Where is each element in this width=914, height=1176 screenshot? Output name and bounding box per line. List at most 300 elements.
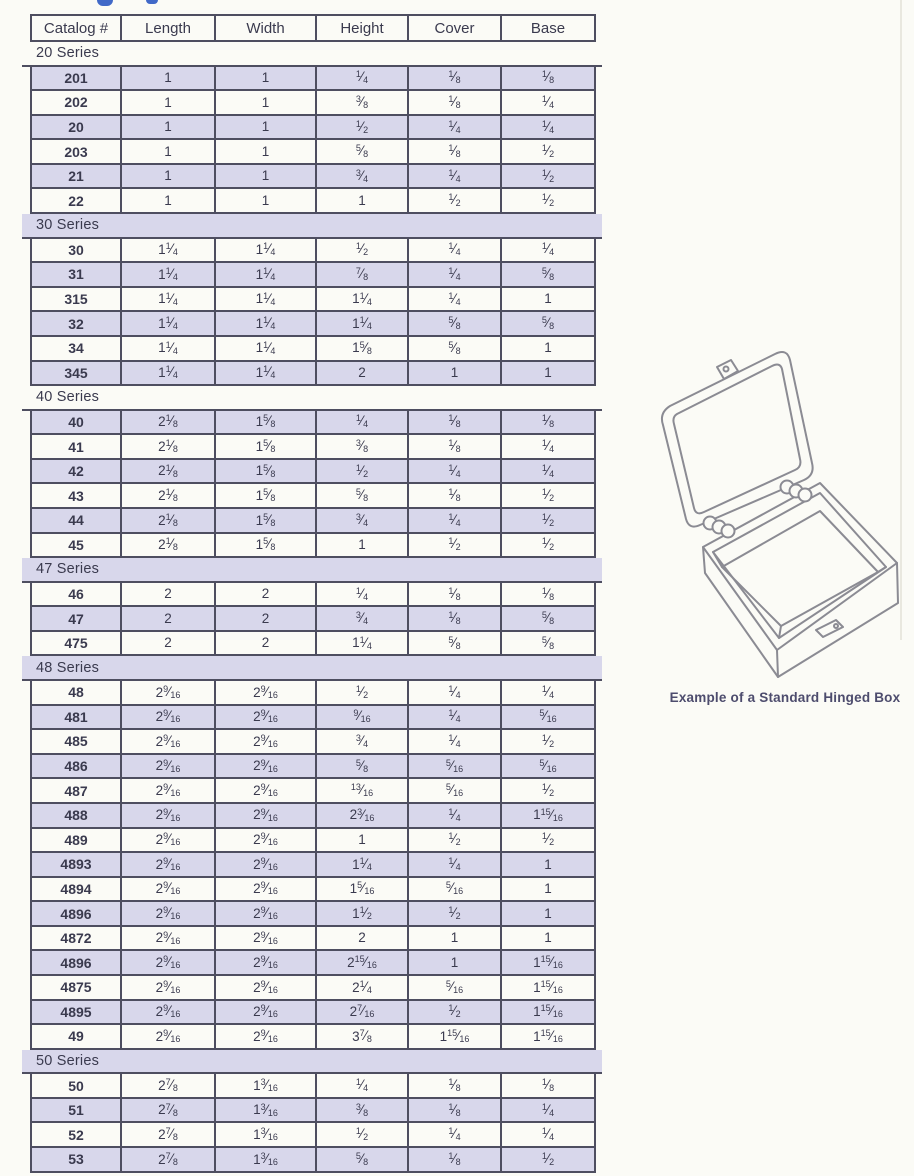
- value-cell: $^1⁄_8$: [409, 67, 502, 90]
- value-cell: 1 $^5⁄_8$: [216, 509, 317, 532]
- value-cell: $^1⁄_2$: [502, 140, 596, 163]
- series-label: 30 Series: [36, 217, 100, 234]
- value-cell: 1: [317, 829, 409, 852]
- table-row: [30, 189, 596, 214]
- value-cell: $^1⁄_4$: [409, 239, 502, 262]
- value-cell: 2 $^9⁄_{16}$: [216, 878, 317, 901]
- value-cell: $^1⁄_2$: [317, 116, 409, 139]
- catalog-number-cell: 42: [32, 460, 122, 483]
- catalog-number-cell: 4893: [32, 853, 122, 876]
- value-cell: $^5⁄_8$: [317, 484, 409, 507]
- value-cell: $^3⁄_8$: [317, 435, 409, 458]
- value-cell: 1 $^1⁄_4$: [122, 337, 216, 360]
- value-cell: 1 $^1⁄_4$: [216, 288, 317, 311]
- catalog-number-cell: 475: [32, 632, 122, 655]
- value-cell: 1 $^1⁄_4$: [317, 288, 409, 311]
- value-cell: $^5⁄_{16}$: [409, 755, 502, 778]
- value-cell: 2: [122, 632, 216, 655]
- value-cell: 1: [122, 91, 216, 114]
- value-cell: $^5⁄_8$: [317, 140, 409, 163]
- cropped-title-fragment: [97, 0, 113, 6]
- catalog-number-cell: 31: [32, 263, 122, 286]
- value-cell: 1 $^5⁄_8$: [216, 411, 317, 434]
- column-header: Length: [122, 16, 216, 40]
- value-cell: 2: [122, 583, 216, 606]
- value-cell: $^1⁄_8$: [409, 583, 502, 606]
- table-row: [30, 312, 596, 337]
- value-cell: 1: [317, 534, 409, 557]
- value-cell: $^1⁄_4$: [409, 1123, 502, 1146]
- value-cell: 1 $^{15}⁄_{16}$: [502, 804, 596, 827]
- column-header: Cover: [409, 16, 502, 40]
- series-band: [22, 42, 602, 67]
- value-cell: 2 $^9⁄_{16}$: [216, 976, 317, 999]
- value-cell: 1: [502, 853, 596, 876]
- catalog-number-cell: 32: [32, 312, 122, 335]
- table-row: [30, 288, 596, 313]
- value-cell: $^1⁄_2$: [409, 902, 502, 925]
- value-cell: $^1⁄_2$: [502, 189, 596, 212]
- value-cell: 2 $^1⁄_8$: [122, 534, 216, 557]
- value-cell: 1: [122, 140, 216, 163]
- table-row: [30, 1123, 596, 1148]
- value-cell: $^9⁄_{16}$: [317, 706, 409, 729]
- value-cell: 1 $^{15}⁄_{16}$: [409, 1025, 502, 1048]
- catalog-number-cell: 4872: [32, 927, 122, 950]
- series-band: [22, 386, 602, 411]
- value-cell: $^1⁄_4$: [317, 67, 409, 90]
- catalog-number-cell: 21: [32, 165, 122, 188]
- value-cell: 2 $^9⁄_{16}$: [216, 804, 317, 827]
- value-cell: 1 $^5⁄_8$: [216, 460, 317, 483]
- value-cell: 1 $^1⁄_2$: [317, 902, 409, 925]
- value-cell: 1: [122, 165, 216, 188]
- catalog-number-cell: 49: [32, 1025, 122, 1048]
- value-cell: $^1⁄_4$: [502, 1099, 596, 1122]
- value-cell: 1 $^5⁄_8$: [216, 435, 317, 458]
- table-row: [30, 337, 596, 362]
- table-row: [30, 140, 596, 165]
- value-cell: 2 $^9⁄_{16}$: [122, 779, 216, 802]
- table-row: [30, 902, 596, 927]
- value-cell: 2 $^9⁄_{16}$: [122, 976, 216, 999]
- value-cell: 2 $^9⁄_{16}$: [216, 829, 317, 852]
- table-row: [30, 435, 596, 460]
- value-cell: 2 $^9⁄_{16}$: [122, 902, 216, 925]
- value-cell: 2 $^9⁄_{16}$: [216, 853, 317, 876]
- table-row: [30, 411, 596, 436]
- value-cell: $^1⁄_4$: [502, 681, 596, 704]
- value-cell: 2: [216, 583, 317, 606]
- table-row: [30, 730, 596, 755]
- value-cell: 2 $^1⁄_4$: [317, 976, 409, 999]
- value-cell: 2: [216, 632, 317, 655]
- value-cell: 2 $^9⁄_{16}$: [122, 730, 216, 753]
- value-cell: 1 $^1⁄_4$: [317, 853, 409, 876]
- value-cell: $^{13}⁄_{16}$: [317, 779, 409, 802]
- value-cell: $^1⁄_2$: [409, 534, 502, 557]
- value-cell: $^1⁄_2$: [502, 779, 596, 802]
- value-cell: $^3⁄_4$: [317, 730, 409, 753]
- value-cell: $^7⁄_8$: [317, 263, 409, 286]
- catalog-number-cell: 4894: [32, 878, 122, 901]
- value-cell: 1: [502, 362, 596, 385]
- value-cell: 2 $^7⁄_8$: [122, 1074, 216, 1097]
- value-cell: $^1⁄_2$: [502, 1148, 596, 1171]
- table-row: [30, 263, 596, 288]
- value-cell: 1: [409, 927, 502, 950]
- value-cell: $^1⁄_4$: [502, 239, 596, 262]
- value-cell: 2 $^9⁄_{16}$: [216, 951, 317, 974]
- value-cell: 1 $^5⁄_{16}$: [317, 878, 409, 901]
- value-cell: $^1⁄_8$: [502, 67, 596, 90]
- value-cell: 1: [317, 189, 409, 212]
- table-row: [30, 91, 596, 116]
- value-cell: 1: [502, 927, 596, 950]
- table-row: [30, 583, 596, 608]
- value-cell: 1 $^1⁄_4$: [122, 288, 216, 311]
- series-label: 20 Series: [36, 45, 100, 62]
- value-cell: $^3⁄_4$: [317, 165, 409, 188]
- value-cell: $^1⁄_4$: [409, 288, 502, 311]
- value-cell: $^1⁄_4$: [317, 411, 409, 434]
- value-cell: 1: [216, 189, 317, 212]
- value-cell: 2 $^9⁄_{16}$: [122, 927, 216, 950]
- value-cell: 2 $^9⁄_{16}$: [216, 681, 317, 704]
- catalog-number-cell: 20: [32, 116, 122, 139]
- catalog-number-cell: 4896: [32, 951, 122, 974]
- value-cell: 2 $^9⁄_{16}$: [122, 755, 216, 778]
- catalog-table: [30, 14, 596, 1173]
- page-edge-line: [900, 0, 902, 640]
- series-label: 40 Series: [36, 389, 100, 406]
- value-cell: 2 $^9⁄_{16}$: [122, 853, 216, 876]
- value-cell: 1: [122, 67, 216, 90]
- catalog-number-cell: 52: [32, 1123, 122, 1146]
- value-cell: $^1⁄_4$: [317, 1074, 409, 1097]
- value-cell: 2 $^7⁄_8$: [122, 1123, 216, 1146]
- table-row: [30, 632, 596, 657]
- catalog-number-cell: 202: [32, 91, 122, 114]
- catalog-number-cell: 486: [32, 755, 122, 778]
- catalog-number-cell: 203: [32, 140, 122, 163]
- value-cell: 1: [216, 116, 317, 139]
- value-cell: $^1⁄_2$: [502, 484, 596, 507]
- value-cell: $^5⁄_8$: [317, 755, 409, 778]
- value-cell: 1: [122, 189, 216, 212]
- series-band: [22, 656, 602, 681]
- table-row: [30, 460, 596, 485]
- value-cell: $^1⁄_4$: [409, 116, 502, 139]
- catalog-number-cell: 47: [32, 607, 122, 630]
- catalog-number-cell: 40: [32, 411, 122, 434]
- value-cell: $^1⁄_4$: [502, 460, 596, 483]
- value-cell: 1 $^1⁄_4$: [216, 263, 317, 286]
- value-cell: $^5⁄_8$: [317, 1148, 409, 1171]
- value-cell: 1 $^1⁄_4$: [216, 337, 317, 360]
- value-cell: $^1⁄_4$: [409, 509, 502, 532]
- table-row: [30, 951, 596, 976]
- table-row: [30, 1025, 596, 1050]
- table-row: [30, 165, 596, 190]
- value-cell: $^1⁄_8$: [409, 411, 502, 434]
- value-cell: 1: [216, 91, 317, 114]
- value-cell: $^5⁄_{16}$: [502, 706, 596, 729]
- catalog-number-cell: 4896: [32, 902, 122, 925]
- value-cell: 1: [216, 165, 317, 188]
- table-row: [30, 509, 596, 534]
- value-cell: $^1⁄_8$: [409, 1148, 502, 1171]
- value-cell: 1: [502, 878, 596, 901]
- value-cell: $^1⁄_4$: [409, 804, 502, 827]
- value-cell: $^3⁄_4$: [317, 509, 409, 532]
- value-cell: 1 $^1⁄_4$: [122, 239, 216, 262]
- catalog-number-cell: 53: [32, 1148, 122, 1171]
- table-row: [30, 362, 596, 387]
- table-row: [30, 779, 596, 804]
- value-cell: 2 $^3⁄_{16}$: [317, 804, 409, 827]
- table-row: [30, 1074, 596, 1099]
- value-cell: 2 $^7⁄_8$: [122, 1148, 216, 1171]
- catalog-number-cell: 43: [32, 484, 122, 507]
- table-header-row: [30, 14, 596, 42]
- value-cell: $^1⁄_2$: [409, 189, 502, 212]
- column-header: Catalog #: [32, 16, 122, 40]
- value-cell: 2 $^1⁄_8$: [122, 484, 216, 507]
- value-cell: $^3⁄_4$: [317, 607, 409, 630]
- value-cell: 1: [502, 902, 596, 925]
- catalog-number-cell: 51: [32, 1099, 122, 1122]
- value-cell: 2 $^9⁄_{16}$: [122, 804, 216, 827]
- value-cell: $^1⁄_4$: [409, 165, 502, 188]
- value-cell: $^5⁄_8$: [502, 607, 596, 630]
- table-row: [30, 607, 596, 632]
- value-cell: 1 $^5⁄_8$: [216, 534, 317, 557]
- value-cell: $^5⁄_{16}$: [502, 755, 596, 778]
- value-cell: 1: [502, 337, 596, 360]
- catalog-number-cell: 485: [32, 730, 122, 753]
- hinged-box-svg: [640, 335, 910, 690]
- value-cell: $^1⁄_8$: [409, 1074, 502, 1097]
- column-header: Base: [502, 16, 596, 40]
- value-cell: $^1⁄_4$: [317, 583, 409, 606]
- catalog-number-cell: 4875: [32, 976, 122, 999]
- value-cell: 1 $^1⁄_4$: [122, 362, 216, 385]
- series-band: [22, 1050, 602, 1075]
- value-cell: $^1⁄_2$: [317, 460, 409, 483]
- value-cell: $^1⁄_2$: [409, 829, 502, 852]
- value-cell: 2: [216, 607, 317, 630]
- value-cell: 1 $^3⁄_{16}$: [216, 1074, 317, 1097]
- table-row: [30, 1148, 596, 1173]
- value-cell: 1: [122, 116, 216, 139]
- value-cell: $^1⁄_2$: [409, 1001, 502, 1024]
- catalog-number-cell: 22: [32, 189, 122, 212]
- value-cell: $^5⁄_8$: [502, 312, 596, 335]
- value-cell: $^1⁄_2$: [317, 239, 409, 262]
- series-band: [22, 214, 602, 239]
- catalog-number-cell: 345: [32, 362, 122, 385]
- value-cell: $^1⁄_4$: [409, 681, 502, 704]
- value-cell: $^1⁄_4$: [502, 1123, 596, 1146]
- table-row: [30, 829, 596, 854]
- catalog-number-cell: 201: [32, 67, 122, 90]
- value-cell: $^1⁄_8$: [502, 1074, 596, 1097]
- catalog-number-cell: 50: [32, 1074, 122, 1097]
- value-cell: $^1⁄_2$: [317, 681, 409, 704]
- value-cell: 1 $^{15}⁄_{16}$: [502, 1001, 596, 1024]
- value-cell: 1 $^{15}⁄_{16}$: [502, 976, 596, 999]
- value-cell: $^1⁄_4$: [502, 91, 596, 114]
- value-cell: 2: [122, 607, 216, 630]
- column-header: Width: [216, 16, 317, 40]
- catalog-number-cell: 46: [32, 583, 122, 606]
- table-row: [30, 1001, 596, 1026]
- series-label: 48 Series: [36, 659, 100, 676]
- value-cell: 1 $^{15}⁄_{16}$: [502, 951, 596, 974]
- value-cell: $^5⁄_8$: [502, 632, 596, 655]
- value-cell: 2 $^9⁄_{16}$: [216, 927, 317, 950]
- table-row: [30, 927, 596, 952]
- value-cell: $^5⁄_8$: [409, 312, 502, 335]
- series-label: 50 Series: [36, 1052, 100, 1069]
- catalog-number-cell: 481: [32, 706, 122, 729]
- value-cell: 2 $^9⁄_{16}$: [122, 706, 216, 729]
- value-cell: $^1⁄_8$: [409, 140, 502, 163]
- table-row: [30, 67, 596, 92]
- value-cell: 2 $^9⁄_{16}$: [216, 779, 317, 802]
- value-cell: $^1⁄_2$: [502, 534, 596, 557]
- value-cell: $^1⁄_4$: [502, 116, 596, 139]
- value-cell: 1 $^1⁄_4$: [216, 239, 317, 262]
- value-cell: 2: [317, 362, 409, 385]
- value-cell: $^1⁄_2$: [502, 509, 596, 532]
- value-cell: $^1⁄_4$: [409, 853, 502, 876]
- value-cell: 2 $^1⁄_8$: [122, 411, 216, 434]
- table-row: [30, 878, 596, 903]
- value-cell: $^1⁄_8$: [409, 484, 502, 507]
- catalog-number-cell: 488: [32, 804, 122, 827]
- value-cell: 2 $^7⁄_{16}$: [317, 1001, 409, 1024]
- value-cell: $^5⁄_{16}$: [409, 878, 502, 901]
- table-row: [30, 755, 596, 780]
- value-cell: 1 $^5⁄_8$: [317, 337, 409, 360]
- catalog-number-cell: 489: [32, 829, 122, 852]
- value-cell: 2 $^9⁄_{16}$: [122, 829, 216, 852]
- value-cell: $^1⁄_2$: [502, 730, 596, 753]
- series-label: 47 Series: [36, 561, 100, 578]
- value-cell: 1 $^5⁄_8$: [216, 484, 317, 507]
- catalog-number-cell: 4895: [32, 1001, 122, 1024]
- catalog-number-cell: 487: [32, 779, 122, 802]
- table-row: [30, 681, 596, 706]
- value-cell: $^1⁄_4$: [409, 460, 502, 483]
- value-cell: 1 $^1⁄_4$: [317, 312, 409, 335]
- table-row: [30, 534, 596, 559]
- value-cell: 2 $^9⁄_{16}$: [216, 1025, 317, 1048]
- catalog-number-cell: 44: [32, 509, 122, 532]
- value-cell: 2 $^1⁄_8$: [122, 435, 216, 458]
- table-row: [30, 239, 596, 264]
- illustration-caption: Example of a Standard Hinged Box: [669, 690, 901, 705]
- value-cell: $^5⁄_8$: [409, 632, 502, 655]
- value-cell: 1 $^1⁄_4$: [122, 312, 216, 335]
- value-cell: 2 $^9⁄_{16}$: [122, 1025, 216, 1048]
- hinged-box-illustration: [640, 335, 910, 690]
- catalog-number-cell: 48: [32, 681, 122, 704]
- table-row: [30, 706, 596, 731]
- value-cell: 1 $^1⁄_4$: [317, 632, 409, 655]
- value-cell: 1: [502, 288, 596, 311]
- catalog-number-cell: 41: [32, 435, 122, 458]
- value-cell: 1 $^3⁄_{16}$: [216, 1148, 317, 1171]
- value-cell: 2 $^9⁄_{16}$: [216, 755, 317, 778]
- value-cell: 2 $^9⁄_{16}$: [216, 902, 317, 925]
- value-cell: 1 $^3⁄_{16}$: [216, 1099, 317, 1122]
- value-cell: 2 $^9⁄_{16}$: [216, 706, 317, 729]
- table-row: [30, 804, 596, 829]
- value-cell: 2 $^{15}⁄_{16}$: [317, 951, 409, 974]
- table-row: [30, 1099, 596, 1124]
- catalog-number-cell: 34: [32, 337, 122, 360]
- value-cell: $^1⁄_4$: [409, 730, 502, 753]
- table-row: [30, 484, 596, 509]
- value-cell: $^3⁄_8$: [317, 1099, 409, 1122]
- value-cell: 2 $^7⁄_8$: [122, 1099, 216, 1122]
- catalog-number-cell: 30: [32, 239, 122, 262]
- value-cell: $^3⁄_8$: [317, 91, 409, 114]
- value-cell: $^1⁄_8$: [409, 91, 502, 114]
- value-cell: $^5⁄_{16}$: [409, 779, 502, 802]
- catalog-number-cell: 315: [32, 288, 122, 311]
- value-cell: 2 $^1⁄_8$: [122, 460, 216, 483]
- value-cell: $^1⁄_8$: [409, 1099, 502, 1122]
- value-cell: 2 $^1⁄_8$: [122, 509, 216, 532]
- column-header: Height: [317, 16, 409, 40]
- value-cell: 3 $^7⁄_8$: [317, 1025, 409, 1048]
- value-cell: 2 $^9⁄_{16}$: [122, 1001, 216, 1024]
- value-cell: 1 $^{15}⁄_{16}$: [502, 1025, 596, 1048]
- series-band: [22, 558, 602, 583]
- value-cell: 2: [317, 927, 409, 950]
- value-cell: $^1⁄_8$: [409, 435, 502, 458]
- value-cell: $^1⁄_2$: [317, 1123, 409, 1146]
- value-cell: 1 $^1⁄_4$: [216, 312, 317, 335]
- value-cell: 2 $^9⁄_{16}$: [216, 1001, 317, 1024]
- cropped-title-fragment: [146, 0, 158, 4]
- value-cell: $^1⁄_2$: [502, 829, 596, 852]
- table-row: [30, 976, 596, 1001]
- value-cell: 1 $^3⁄_{16}$: [216, 1123, 317, 1146]
- value-cell: $^1⁄_4$: [409, 706, 502, 729]
- value-cell: 1: [409, 951, 502, 974]
- value-cell: 2 $^9⁄_{16}$: [122, 951, 216, 974]
- value-cell: $^5⁄_8$: [409, 337, 502, 360]
- value-cell: $^1⁄_8$: [502, 583, 596, 606]
- catalog-number-cell: 45: [32, 534, 122, 557]
- value-cell: $^1⁄_2$: [502, 165, 596, 188]
- value-cell: $^5⁄_{16}$: [409, 976, 502, 999]
- value-cell: 1: [216, 67, 317, 90]
- value-cell: 1: [216, 140, 317, 163]
- value-cell: 1: [409, 362, 502, 385]
- value-cell: 2 $^9⁄_{16}$: [122, 681, 216, 704]
- value-cell: 2 $^9⁄_{16}$: [216, 730, 317, 753]
- value-cell: $^1⁄_8$: [409, 607, 502, 630]
- value-cell: $^1⁄_4$: [502, 435, 596, 458]
- value-cell: $^5⁄_8$: [502, 263, 596, 286]
- value-cell: 1 $^1⁄_4$: [122, 263, 216, 286]
